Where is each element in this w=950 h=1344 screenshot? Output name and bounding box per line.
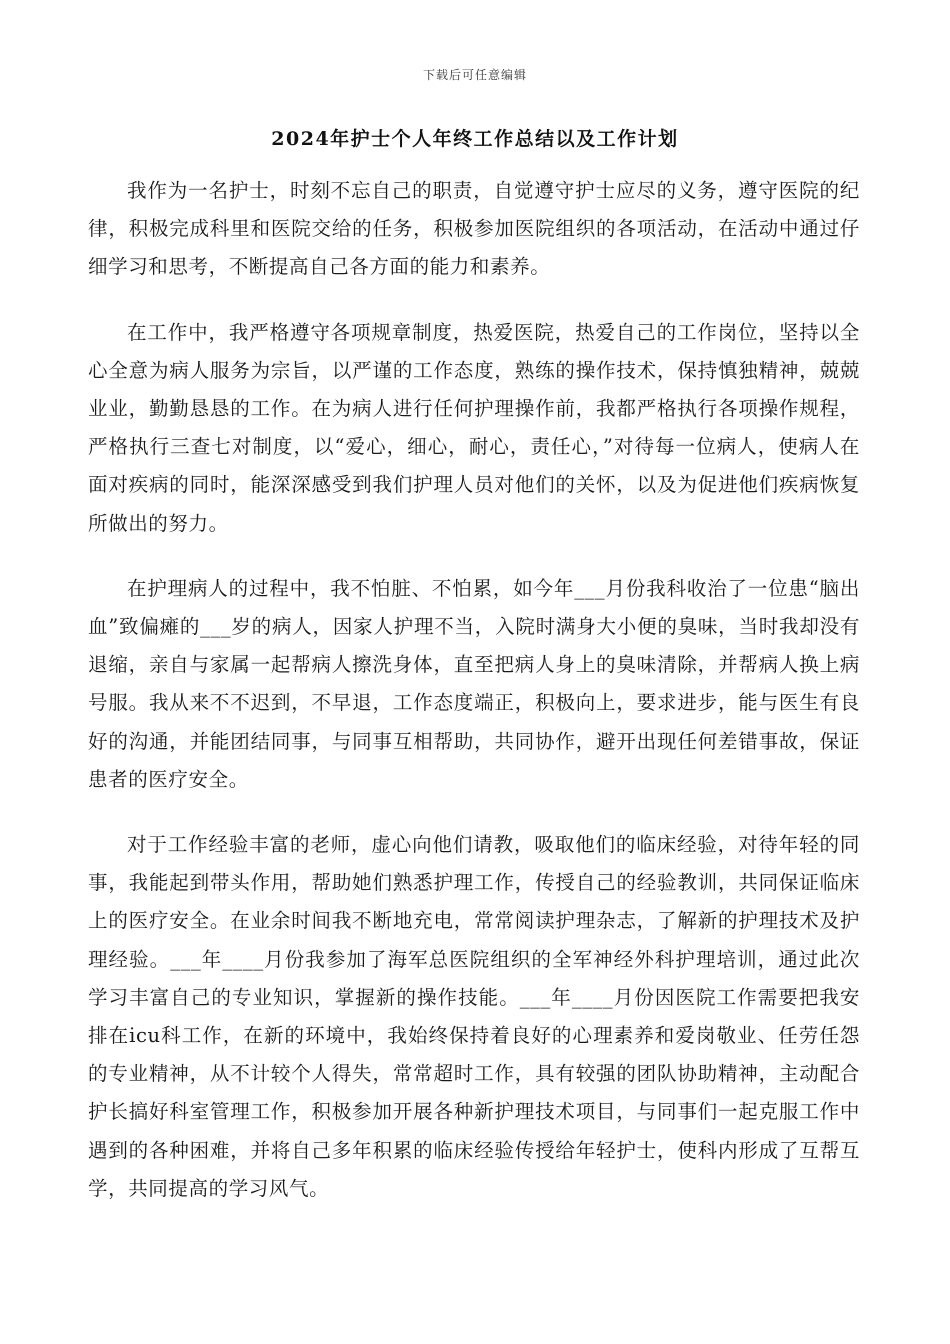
document-title: 2024年护士个人年终工作总结以及工作计划 <box>271 128 679 150</box>
paragraph: 在工作中，我严格遵守各项规章制度，热爱医院，热爱自己的工作岗位，坚持以全心全意为病人服务为宗旨，以严谨的工作态度，熟练的操作技术，保持慎独精神，兢兢业业，勤勤恳恳的工作。在为病人进行任何护理操作前，我都严格执行各项操作规程，严格执行三查七对制度，以“爱心，细心，耐心，责任心，”对待每一位病人，使病人在面对疾病的同时，能深深感受到我们护理人员对他们的关怀，以及为促进他们疾病恢复所做出的努力。 <box>88 320 860 535</box>
document-body <box>88 172 860 1235</box>
paragraph: 在护理病人的过程中，我不怕脏、不怕累，如今年___月份我科收治了一位患“脑出血”致偏瘫的___岁的病人，因家人护理不当，入院时满身大小便的臭味，当时我却没有退缩，亲自与家属一起帮病人擦洗身体，直至把病人身上的臭味清除，并帮病人换上病号服。我从来不不迟到，不早退，工作态度端正，积极向上，要求进步，能与医生有良好的沟通，并能团结同事，与同事互相帮助，共同协作，避开出现任何差错事故，保证患者的医疗安全。 <box>88 576 860 791</box>
paragraph: 对于工作经验丰富的老师，虚心向他们请教，吸取他们的临床经验，对待年轻的同事，我能起到带头作用，帮助她们熟悉护理工作，传授自己的经验教训，共同保证临床上的医疗安全。在业余时间我不断地充电，常常阅读护理杂志，了解新的护理技术及护理经验。___年____月份我参加了海军总医院组织的全军神经外科护理培训，通过此次学习丰富自己的专业知识，掌握新的操作技能。___年____月份因医院工作需要把我安排在icu科工作，在新的环境中，我始终保持着良好的心理素养和爱岗敬业、任劳任怨的专业精神，从不计较个人得失，常常超时工作，具有较强的团队协助精神，主动配合护长搞好科室管理工作，积极参加开展各种新护理技术项目，与同事们一起克服工作中遇到的各种困难，并将自己多年积累的临床经验传授给年轻护士，使科内形成了互帮互学，共同提高的学习风气。 <box>88 833 860 1200</box>
header-note: 下载后可任意编辑 <box>422 68 527 82</box>
paragraph: 我作为一名护士，时刻不忘自己的职责，自觉遵守护士应尽的义务，遵守医院的纪律，积极完成科里和医院交给的任务，积极参加医院组织的各项活动，在活动中通过仔细学习和思考，不断提高自己各方面的能力和素养。 <box>88 179 860 279</box>
